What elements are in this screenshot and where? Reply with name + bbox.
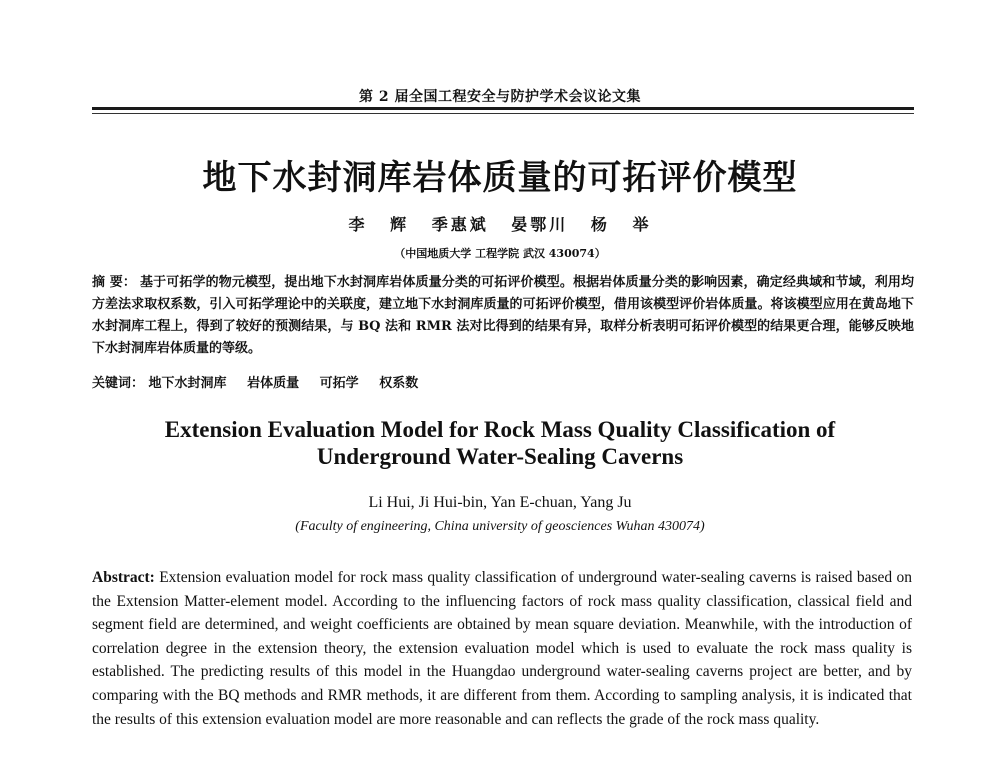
header-rule-thin bbox=[92, 113, 914, 114]
title-english bbox=[0, 416, 1000, 470]
running-head: 第 2 届全国工程安全与防护学术会议论文集 bbox=[359, 89, 641, 105]
abstract-english bbox=[92, 566, 912, 731]
title-en-line-2: Underground Water-Sealing Caverns bbox=[316, 444, 684, 469]
title-en-line-1: Extension Evaluation Model for Rock Mass Quality Classification of bbox=[164, 417, 836, 442]
keywords-chinese bbox=[92, 372, 914, 391]
header-rule-thick bbox=[92, 107, 914, 110]
abstract-cn-text: 基于可拓学的物元模型，提出地下水封洞库岩体质量分类的可拓评价模型。根据岩体质量分类的影响因素，确定经典域和节域，利用均方差法求取权系数，引入可拓学理论中的关联度，建立地下水封洞库质量的可拓评价模型，借用该模型评价岩体质量。将该模型应用在黄岛地下水封洞库工程上，得到了较好的预测结果，与 BQ 法和 RMR 法对比得到的结果有异，取样分析表明可拓评价模型的结果更合理，能够反映地下水封洞库岩体质量的等级。 bbox=[92, 275, 914, 356]
abstract-en-label: Abstract: bbox=[92, 569, 155, 586]
abstract-cn-label: 摘 要： bbox=[92, 275, 137, 290]
affiliation-english: (Faculty of engineering, China university of geosciences Wuhan 430074) bbox=[295, 519, 705, 534]
author-cn-2: 季惠斌 bbox=[431, 215, 489, 234]
keyword-1: 地下水封洞库 bbox=[148, 376, 227, 391]
keyword-4: 权系数 bbox=[379, 376, 419, 391]
author-cn-1: 李 辉 bbox=[348, 215, 410, 234]
author-cn-4: 杨 举 bbox=[590, 215, 652, 234]
abstract-chinese bbox=[92, 272, 914, 360]
authors-chinese bbox=[0, 212, 1000, 235]
author-cn-3: 晏鄂川 bbox=[511, 215, 569, 234]
keyword-3: 可拓学 bbox=[319, 376, 359, 391]
affiliation-chinese: （中国地质大学 工程学院 武汉 430074） bbox=[394, 247, 606, 260]
keyword-2: 岩体质量 bbox=[247, 376, 300, 391]
keywords-cn-label: 关键词： bbox=[92, 376, 145, 391]
abstract-en-text: Extension evaluation model for rock mass quality classification of underground water-sealing caverns is raised based on the Extension Matter-element model. According to the influencing factors of rock mass quality classification, classical field and segment field are determined, and weight coefficients are obtained by mean square deviation. Meanwhile, with the introduction of correlation degree in the extension theory, the extension evaluation model which is used to evaluate the rock mass quality is established. The predicting results of this model in the Huangdao underground water-sealing caverns project are better, and by comparing with the BQ methods and RMR methods, it are different from them. According to sampling analysis, it is indicated that the results of this extension evaluation model are more reasonable and can reflects the grade of the rock mass quality. bbox=[92, 569, 912, 728]
authors-english: Li Hui, Ji Hui-bin, Yan E-chuan, Yang Ju bbox=[368, 494, 632, 511]
title-chinese: 地下水封洞库岩体质量的可拓评价模型 bbox=[202, 158, 798, 198]
